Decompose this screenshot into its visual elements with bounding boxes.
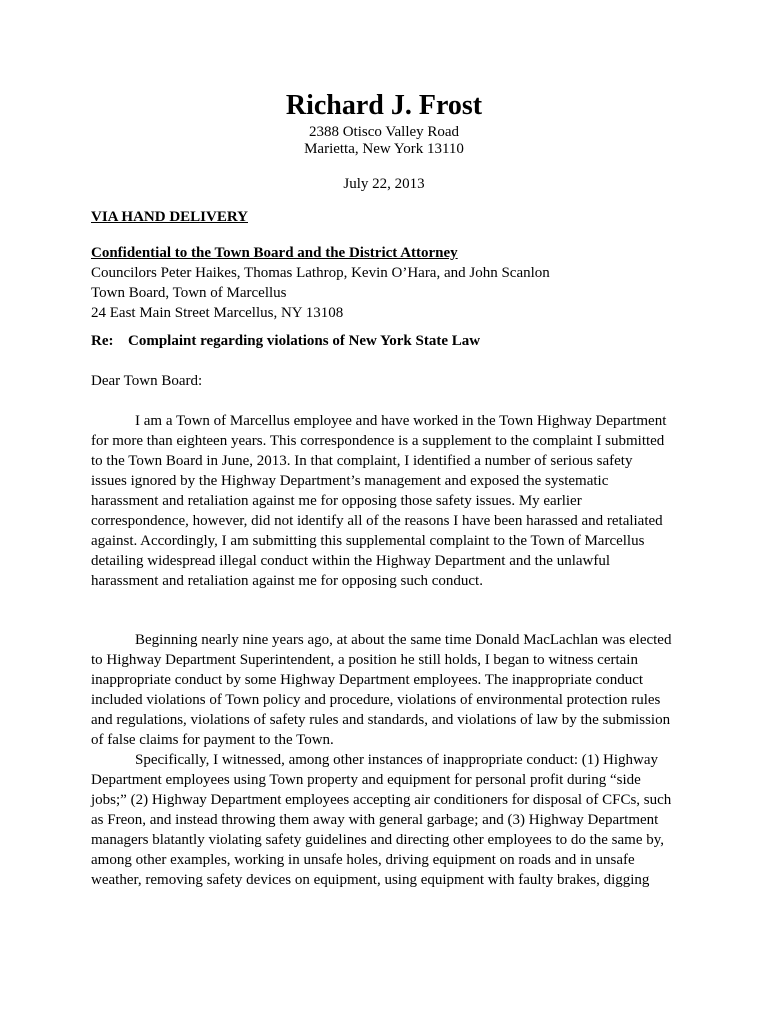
paragraph-line: against. Accordingly, I am submitting this supplemental complaint to the Town of Marcellus	[91, 533, 645, 549]
re-label: Re:	[91, 333, 114, 349]
recipient-line3: 24 East Main Street Marcellus, NY 13108	[91, 305, 344, 321]
salutation: Dear Town Board:	[91, 373, 203, 389]
sender-address-line2: Marietta, New York 13110	[304, 141, 464, 157]
paragraph-line: to Highway Department Superintendent, a position he still holds, I began to witness certain	[91, 652, 638, 668]
delivery-method-text: VIA HAND DELIVERY	[91, 209, 248, 225]
paragraph-line: weather, removing safety devices on equipment, using equipment with faulty brakes, digging	[91, 872, 650, 888]
paragraph-line: inappropriate conduct by some Highway Department employees. The inappropriate conduct	[91, 672, 644, 688]
paragraph-line: jobs;” (2) Highway Department employees accepting air conditioners for disposal of CFCs, such	[91, 792, 672, 808]
paragraph-line: as Freon, and instead throwing them away with general garbage; and (3) Highway Department	[91, 812, 659, 828]
body-paragraph-1	[91, 411, 678, 591]
paragraph-line: to the Town Board in June, 2013. In that complaint, I identified a number of serious safety	[91, 453, 633, 469]
recipient-block	[91, 243, 681, 323]
body-paragraph-3	[91, 750, 678, 890]
recipient-line2: Town Board, Town of Marcellus	[91, 285, 287, 301]
letter-date: July 22, 2013	[343, 176, 425, 192]
confidential-notice: Confidential to the Town Board and the District Attorney	[91, 245, 458, 261]
delivery-method	[91, 207, 681, 227]
paragraph-line: managers blatantly violating safety guidelines and directing other employees to do the same by,	[91, 832, 665, 848]
paragraph-line: Department employees using Town property and equipment for personal profit during “side	[91, 772, 641, 788]
paragraph-line: among other examples, working in unsafe holes, driving equipment on roads and in unsafe	[91, 852, 635, 868]
paragraph-line: correspondence, however, did not identify all of the reasons I have been harassed and retaliated	[91, 513, 663, 529]
paragraph-line: I am a Town of Marcellus employee and have worked in the Town Highway Department	[135, 413, 667, 429]
paragraph-line: detailing widespread illegal conduct within the Highway Department and the unlawful	[91, 553, 611, 569]
paragraph-line: issues ignored by the Highway Department’s management and exposed the systematic	[91, 473, 609, 489]
paragraph-line: Specifically, I witnessed, among other instances of inappropriate conduct: (1) Highway	[135, 752, 659, 768]
paragraph-line: of false claims for payment to the Town.	[91, 732, 334, 748]
sender-address-line1: 2388 Otisco Valley Road	[308, 124, 460, 140]
re-line	[91, 331, 681, 351]
sender-name: Richard J. Frost	[285, 90, 483, 121]
paragraph-line: Beginning nearly nine years ago, at about the same time Donald MacLachlan was elected	[135, 632, 672, 648]
paragraph-line: harassment and retaliation against me for opposing such conduct.	[91, 573, 483, 589]
paragraph-line: and regulations, violations of safety rules and standards, and violations of law by the submission	[91, 712, 671, 728]
re-subject: Complaint regarding violations of New York State Law	[128, 333, 481, 349]
recipient-line1: Councilors Peter Haikes, Thomas Lathrop, Kevin O’Hara, and John Scanlon	[91, 265, 550, 281]
paragraph-line: for more than eighteen years. This correspondence is a supplement to the complaint I submitted	[91, 433, 665, 449]
body-paragraph-2	[91, 630, 678, 750]
paragraph-line: included violations of Town policy and procedure, violations of environmental protection rules	[91, 692, 661, 708]
paragraph-line: harassment and retaliation against me for opposing those safety issues. My earlier	[91, 493, 582, 509]
